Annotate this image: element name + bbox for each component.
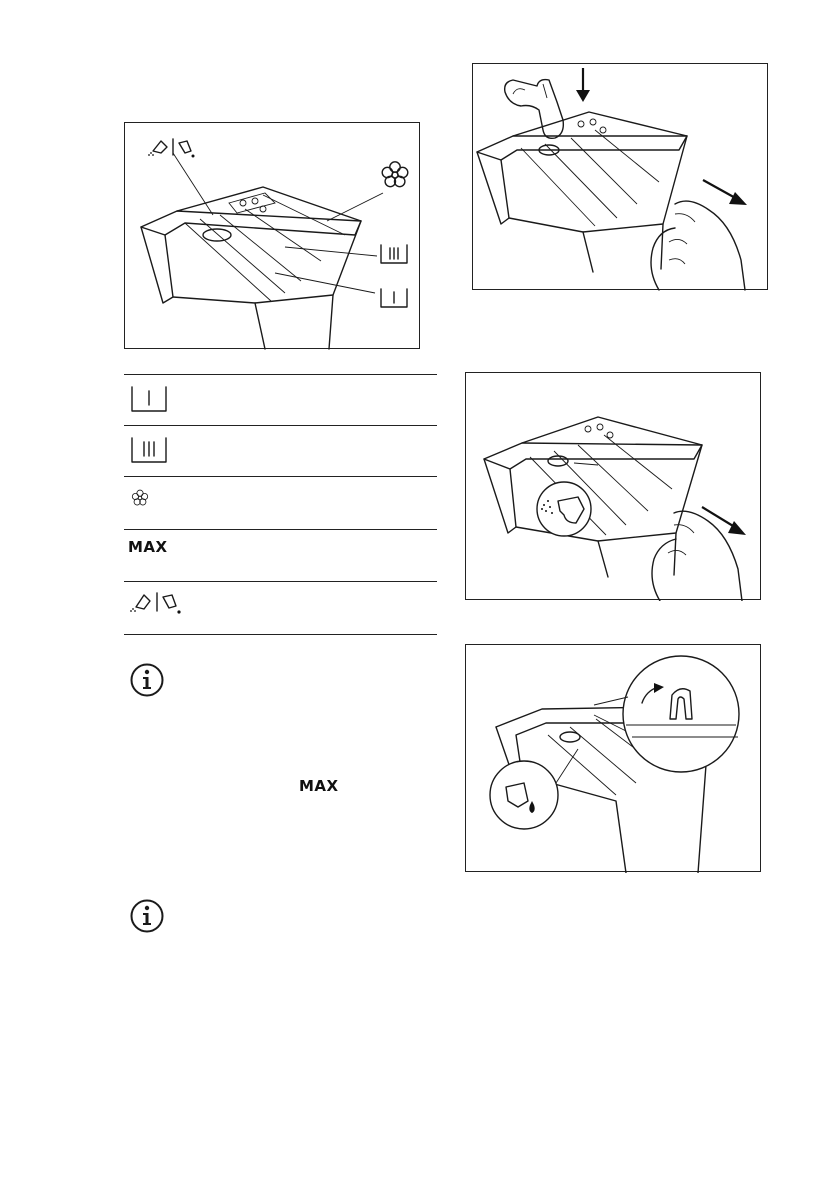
powder-liquid-flap-icon <box>148 139 194 158</box>
legend-row-main-wash <box>124 431 437 471</box>
legend-row-softener <box>124 482 437 522</box>
remove-drawer-figure <box>472 63 768 290</box>
prewash-compartment-icon <box>381 289 407 307</box>
main-wash-compartment-icon <box>381 245 407 263</box>
legend-row-max <box>124 535 437 575</box>
note-max-label: MAX <box>299 777 339 795</box>
max-level-mark: MAX <box>128 538 168 556</box>
fabric-softener-icon <box>128 486 152 510</box>
fabric-softener-icon <box>382 162 408 187</box>
prewash-compartment-icon <box>129 381 169 417</box>
powder-position-figure <box>465 372 761 600</box>
info-icon <box>129 662 165 698</box>
powder-liquid-flap-icon <box>128 589 188 615</box>
legend-row-prewash <box>124 380 437 420</box>
legend-row-flap <box>124 587 437 627</box>
main-wash-compartment-icon <box>129 432 169 468</box>
dispenser-overview-figure <box>124 122 420 349</box>
info-icon <box>129 898 165 934</box>
liquid-position-figure <box>465 644 761 872</box>
